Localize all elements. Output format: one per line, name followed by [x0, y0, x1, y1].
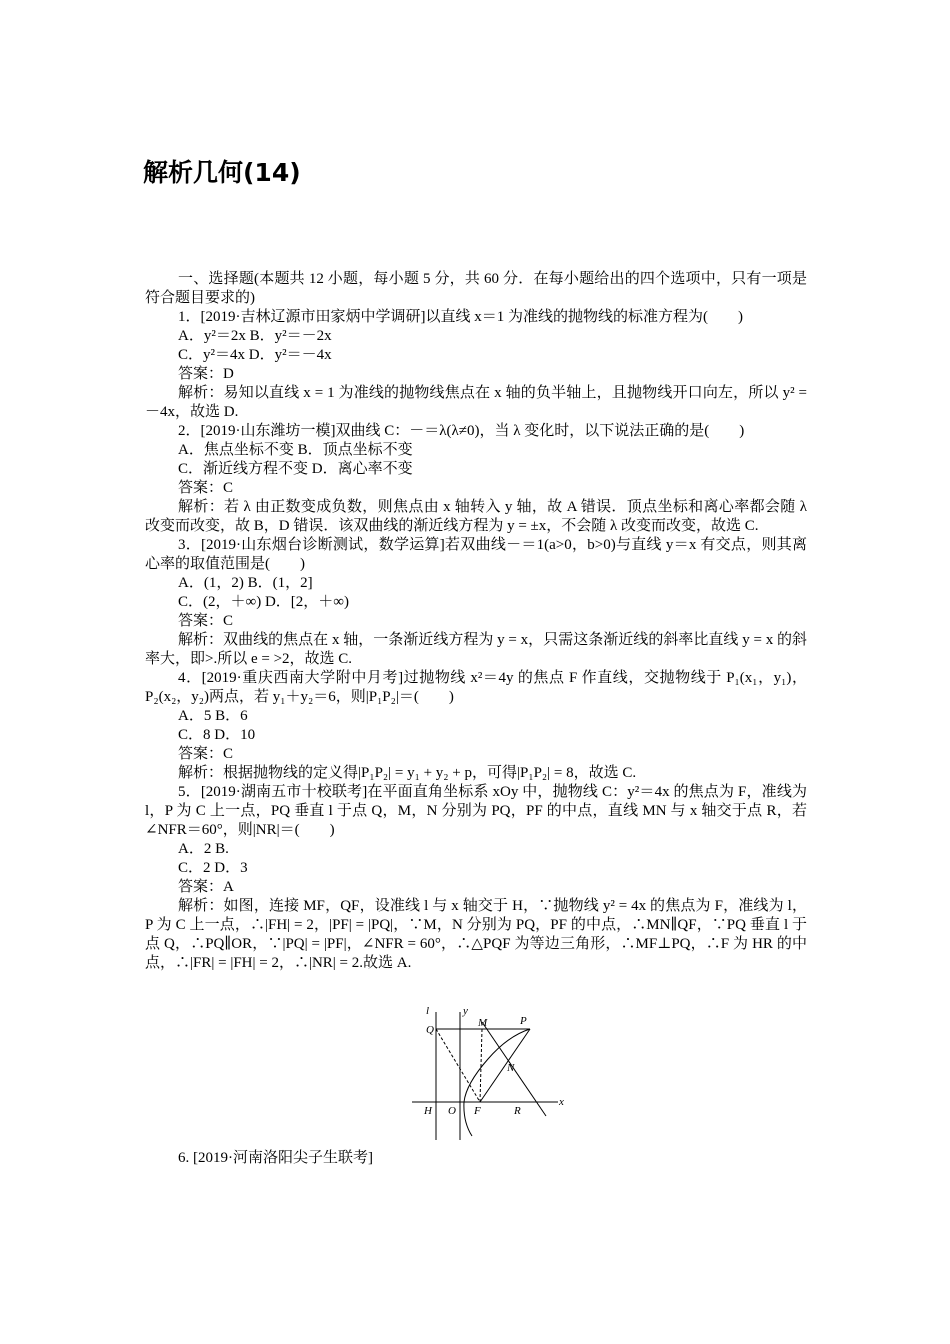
question-body [145, 270, 807, 973]
question-1-option-row: A．y²＝2x B．y²＝－2x [178, 328, 332, 344]
section-heading: 一、选择题(本题共 12 小题，每小题 5 分，共 60 分．在每小题给出的四个选项中，只有一项是符合题目要求的) [145, 271, 807, 306]
label-M: M [478, 1017, 488, 1029]
question-3-answer: 答案：C [178, 613, 234, 629]
question-4-analysis: 解析：根据抛物线的定义得|P₁P₂| = y₁ + y₂ + p，可得|P₁P₂| = 8，故选 C. [178, 765, 637, 781]
question-4-option-row: C．8 D．10 [178, 727, 256, 743]
page-title: 解析几何(14) [143, 158, 301, 187]
question-3-stem: 3．[2019·山东烟台诊断测试，数学运算]若双曲线－＝1(a>0，b>0)与直线 y＝x 有交点，则其离心率的取值范围是( ) [145, 537, 807, 572]
question-4-option-row: A．5 B．6 [178, 708, 248, 724]
question-3-option-row: C．(2，＋∞) D．[2，＋∞) [178, 594, 349, 610]
question-1-answer: 答案：D [178, 366, 234, 382]
label-N: N [507, 1062, 515, 1074]
label-l: l [426, 1005, 430, 1017]
question-2-answer: 答案：C [178, 480, 234, 496]
question-5-option-row: A．2 B. [178, 841, 229, 857]
question-3-option-row: A．(1，2) B．(1，2] [178, 575, 313, 591]
label-Q: Q [426, 1024, 434, 1036]
label-y: y [463, 1005, 468, 1017]
label-H: H [424, 1105, 432, 1117]
question-3-analysis: 解析：双曲线的焦点在 x 轴，一条渐近线方程为 y = x，只需这条渐近线的斜率比直线 y = x 的斜率大，即>.所以 e = >2，故选 C. [145, 632, 807, 667]
parabola-figure [408, 1004, 570, 1142]
question-4-answer: 答案：C [178, 746, 234, 762]
question-5-answer: 答案：A [178, 879, 234, 895]
label-F: F [474, 1105, 481, 1117]
question-5-analysis: 解析：如图，连接 MF，QF，设准线 l 与 x 轴交于 H，∵抛物线 y² = 4x 的焦点为 F，准线为 l，P 为 C 上一点，∴|FH| = 2，|PF| = |PQ|，∵M，N 分别为 PQ，PF 的中点，∴MN∥QF，∵PQ 垂直 l 于点 Q，∴PQ∥OR，∵|PQ| = |PF|，∠NFR = 60°，∴△PQF 为等边三角形，∴MF⊥PQ，∴F 为 HR 的中点，∴|FR| = |FH| = 2，∴|NR| = 2.故选 A. [145, 898, 807, 971]
label-O: O [448, 1105, 456, 1117]
question-1-stem: 1．[2019·吉林辽源市田家炳中学调研]以直线 x＝1 为准线的抛物线的标准方程为( ) [178, 309, 743, 325]
question-5-option-row: C．2 D．3 [178, 860, 248, 876]
question-4-stem: 4．[2019·重庆西南大学附中月考]过抛物线 x²＝4y 的焦点 F 作直线，交抛物线于 P₁(x₁，y₁)，P₂(x₂，y₂)两点，若 y₁＋y₂＝6，则|P₁P₂|＝( ) [145, 670, 807, 705]
question-5-stem: 5．[2019·湖南五市十校联考]在平面直角坐标系 xOy 中，抛物线 C：y²＝4x 的焦点为 F，准线为 l，P 为 C 上一点，PQ 垂直 l 于点 Q，M，N 分别为 PQ，PF 的中点，直线 MN 与 x 轴交于点 R，若∠NFR＝60°，则|NR|＝( ) [145, 784, 807, 838]
segment-QF [436, 1029, 480, 1102]
segment-PF [480, 1029, 530, 1102]
label-x: x [559, 1096, 564, 1108]
question-2-analysis: 解析：若 λ 由正数变成负数，则焦点由 x 轴转入 y 轴，故 A 错误．顶点坐标和离心率都会随 λ 改变而改变，故 B，D 错误．该双曲线的渐近线方程为 y = ±x，不会随 λ 改变而改变，故选 C. [145, 499, 807, 534]
parabola-curve [464, 1029, 530, 1136]
question-6-stem: 6. [2019·河南洛阳尖子生联考] [178, 1150, 373, 1166]
question-2-option-row: A．焦点坐标不变 B．顶点坐标不变 [178, 442, 413, 458]
question-2-stem: 2．[2019·山东潍坊一模]双曲线 C：－＝λ(λ≠0)，当 λ 变化时，以下说法正确的是( ) [178, 423, 745, 439]
segment-MF [480, 1029, 482, 1102]
label-P: P [520, 1015, 527, 1027]
question-2-option-row: C．渐近线方程不变 D．离心率不变 [178, 461, 413, 477]
question-1-option-row: C．y²＝4x D．y²＝－4x [178, 347, 332, 363]
question-1-analysis: 解析：易知以直线 x = 1 为准线的抛物线焦点在 x 轴的负半轴上，且抛物线开口向左，所以 y² = －4x，故选 D. [145, 385, 807, 420]
label-R: R [514, 1105, 521, 1117]
